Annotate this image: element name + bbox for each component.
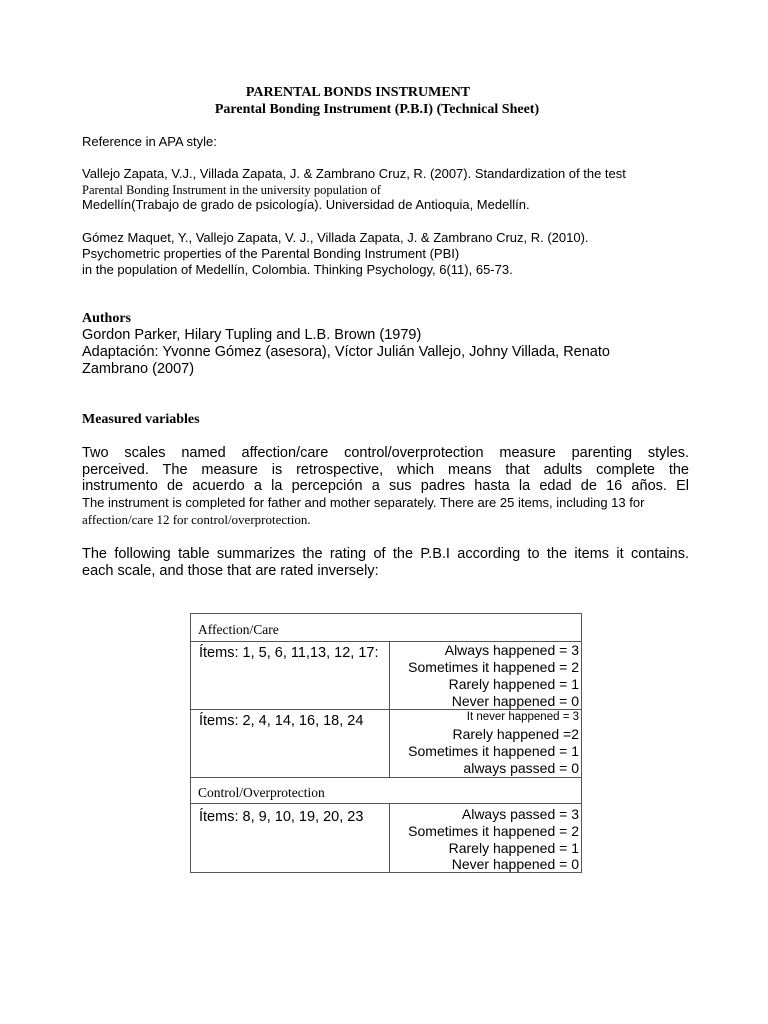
table-section-affection-care: Affection/Care xyxy=(198,622,279,637)
measured-line-3: instrumento de acuerdo a la percepción a sus padres hasta la edad de 16 años. El xyxy=(82,478,689,494)
table-row-1-score-4: Never happened = 0 xyxy=(451,693,579,709)
table-row-1-score-2: Sometimes it happened = 2 xyxy=(408,659,579,675)
summary-line-2: each scale, and those that are rated inversely: xyxy=(82,563,379,579)
table-row-3-score-1: Always passed = 3 xyxy=(461,806,579,822)
table-row-2-score-4: always passed = 0 xyxy=(463,760,579,776)
measured-line-1: Two scales named affection/care control/overprotection measure parenting styles. xyxy=(82,445,689,461)
table-row-3-items: Ítems: 8, 9, 10, 19, 20, 23 xyxy=(199,809,364,825)
authors-line-1: Gordon Parker, Hilary Tupling and L.B. Brown (1979) xyxy=(82,327,422,343)
page-title: PARENTAL BONDS INSTRUMENT xyxy=(245,85,471,100)
reference-1-line-1: Vallejo Zapata, V.J., Villada Zapata, J. & Zambrano Cruz, R. (2007). Standardization of the test xyxy=(82,166,626,181)
table-row-3-score-4: Never happened = 0 xyxy=(451,856,579,872)
table-row-1-items: Ítems: 1, 5, 6, 11,13, 12, 17: xyxy=(199,645,379,661)
page-subtitle: Parental Bonding Instrument (P.B.I) (Technical Sheet) xyxy=(214,102,540,117)
table-divider xyxy=(191,803,581,804)
reference-1-line-3: Medellín(Trabajo de grado de psicología). Universidad de Antioquia, Medellín. xyxy=(82,197,530,212)
measured-line-4: The instrument is completed for father and mother separately. There are 25 items, including 13 for xyxy=(82,495,645,510)
authors-line-3: Zambrano (2007) xyxy=(82,361,195,377)
reference-2-line-3: in the population of Medellín, Colombia. Thinking Psychology, 6(11), 65-73. xyxy=(82,262,513,277)
scoring-table xyxy=(190,613,582,873)
table-row-3-score-2: Sometimes it happened = 2 xyxy=(408,823,579,839)
measured-heading: Measured variables xyxy=(82,412,200,427)
table-row-3-score-3: Rarely happened = 1 xyxy=(448,840,579,856)
table-row-2-score-3: Sometimes it happened = 1 xyxy=(408,743,579,759)
table-divider xyxy=(191,777,581,778)
reference-1-line-2: Parental Bonding Instrument in the university population of xyxy=(82,183,381,197)
table-row-2-score-1: It never happened = 3 xyxy=(466,711,579,723)
reference-label: Reference in APA style: xyxy=(82,134,217,149)
table-row-2-items: Ítems: 2, 4, 14, 16, 18, 24 xyxy=(199,713,364,729)
summary-line-1: The following table summarizes the rating of the P.B.I according to the items it contains. xyxy=(82,546,689,562)
table-row-1-score-3: Rarely happened = 1 xyxy=(448,676,579,692)
authors-line-2: Adaptación: Yvonne Gómez (asesora), Víctor Julián Vallejo, Johny Villada, Renato xyxy=(82,344,610,360)
table-row-1-score-1: Always happened = 3 xyxy=(444,642,579,658)
measured-line-2: perceived. The measure is retrospective, which means that adults complete the xyxy=(82,462,689,478)
authors-heading: Authors xyxy=(82,311,132,326)
reference-2-line-1: Gómez Maquet, Y., Vallejo Zapata, V. J., Villada Zapata, J. & Zambrano Cruz, R. (2010). xyxy=(82,230,589,245)
table-section-control-overprotection: Control/Overprotection xyxy=(198,785,325,800)
table-row-2-score-2: Rarely happened =2 xyxy=(452,726,579,742)
measured-line-5: affection/care 12 for control/overprotection. xyxy=(82,512,311,527)
reference-2-line-2: Psychometric properties of the Parental Bonding Instrument (PBI) xyxy=(82,246,460,261)
